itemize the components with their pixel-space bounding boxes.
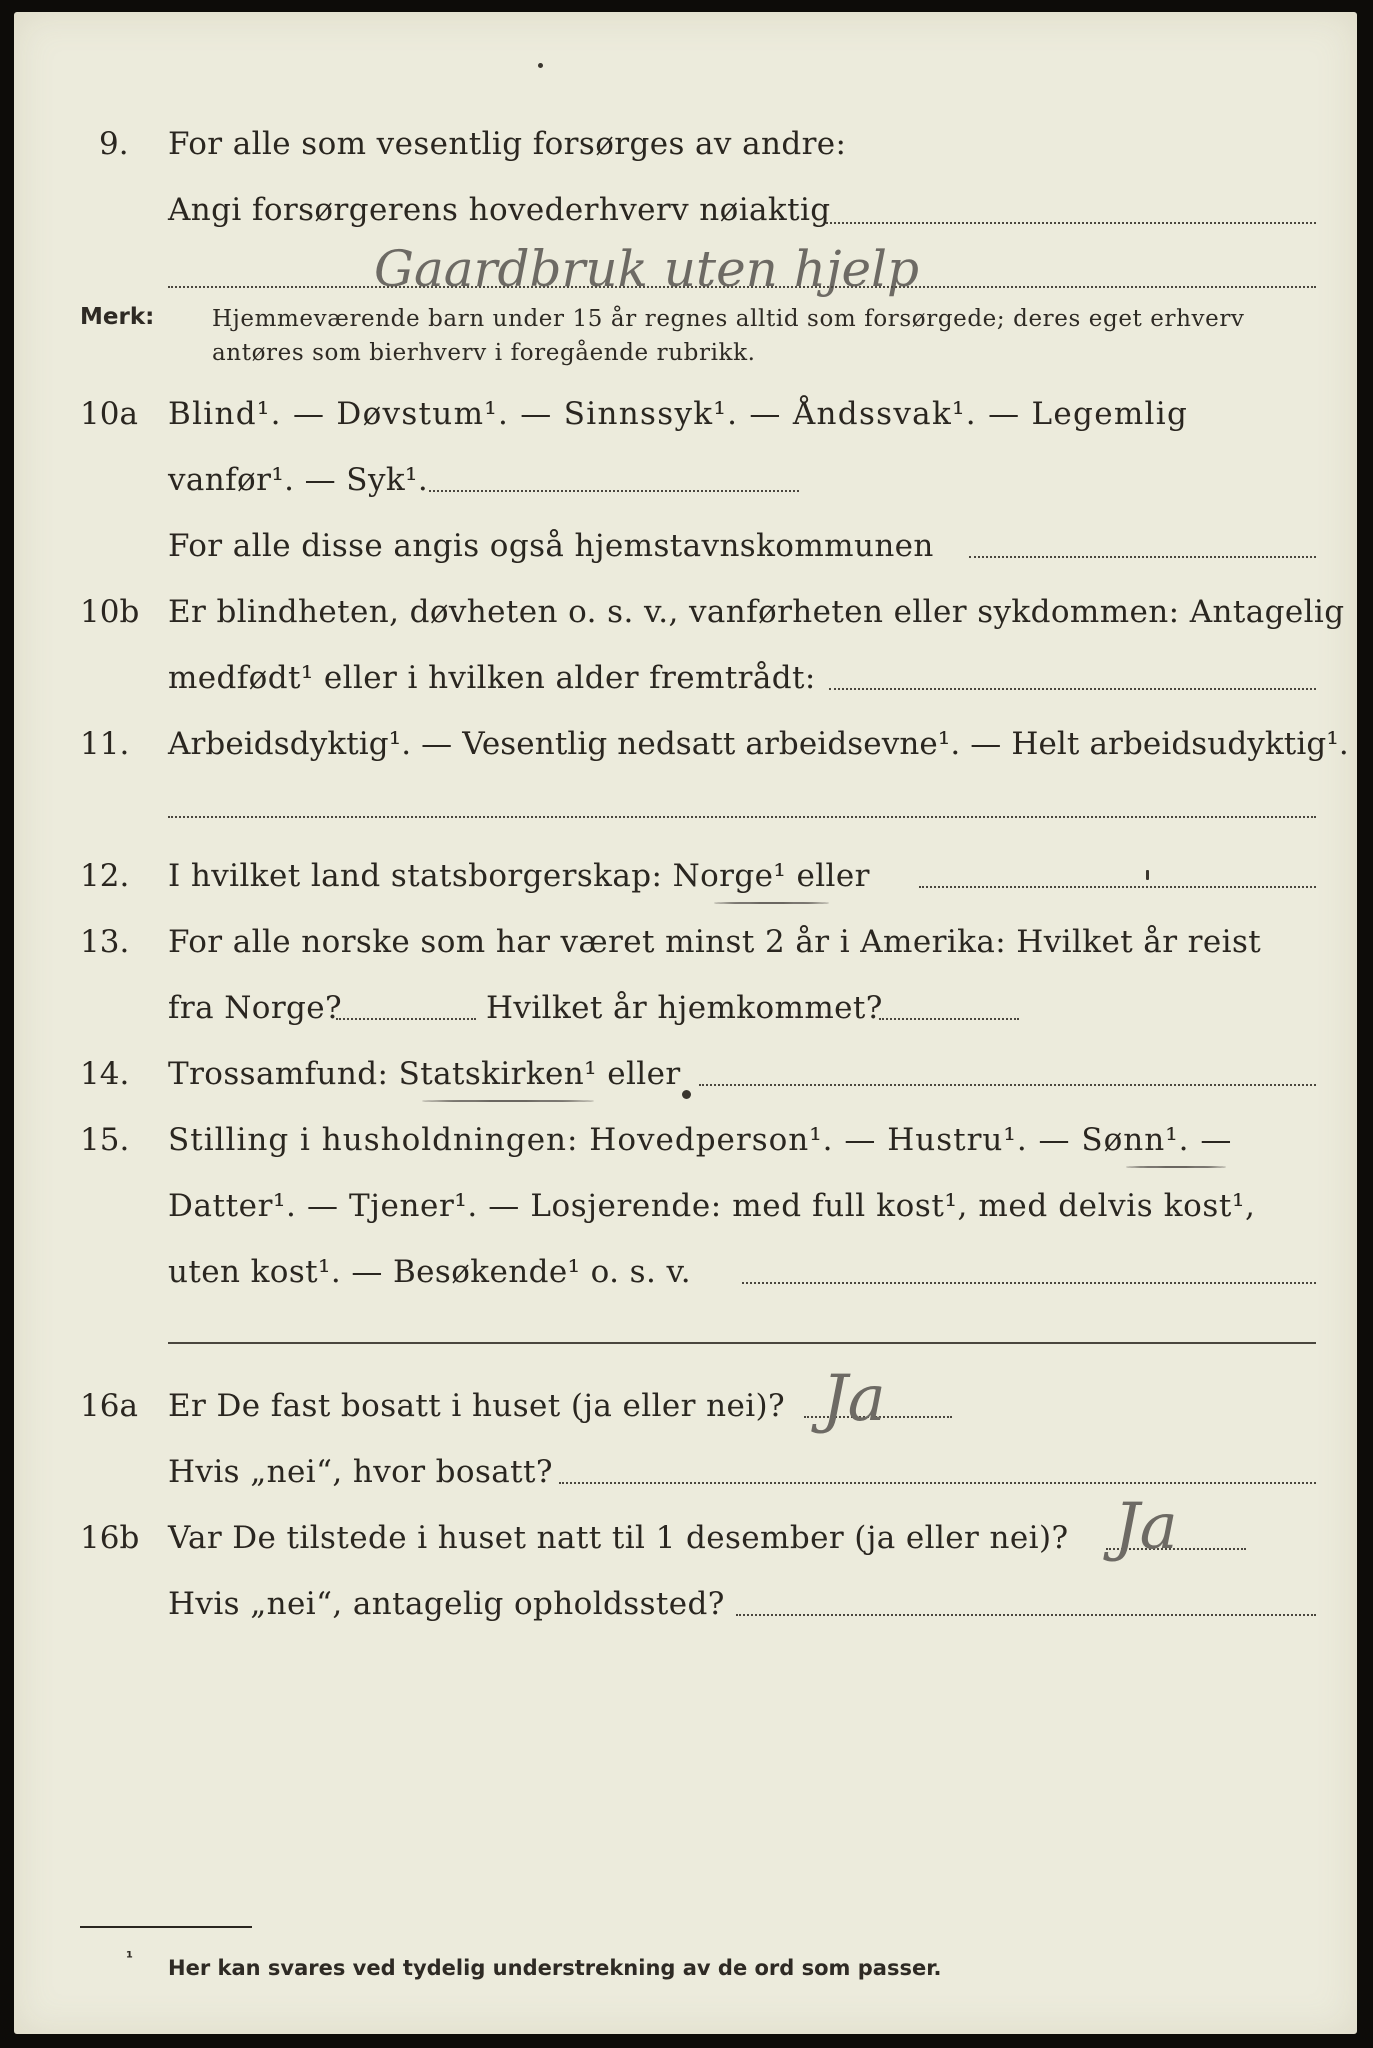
question-9-prompt: Angi forsørgerens hovederhverv nøiaktig xyxy=(168,192,831,228)
merk-note-line-2: antøres som bierhverv i foregående rubrikk. xyxy=(212,340,756,366)
question-11-number: 11. xyxy=(80,726,130,762)
answer-line xyxy=(879,1018,1019,1020)
question-14-text: Trossamfund: Statskirken¹ eller xyxy=(168,1056,681,1092)
answer-line xyxy=(168,286,1316,288)
question-16a-handwritten-answer: Ja xyxy=(822,1362,886,1436)
answer-line xyxy=(559,1482,1316,1484)
question-13-text: For alle norske som har været minst 2 år i Amerika: Hvilket år reist xyxy=(168,924,1262,960)
ink-speck xyxy=(1146,870,1149,880)
footnote-mark: ¹ xyxy=(126,1948,134,1967)
question-15-text-3: uten kost¹. — Besøkende¹ o. s. v. xyxy=(168,1254,691,1290)
answer-line xyxy=(829,688,1316,690)
question-15-text: Stilling i husholdningen: Hovedperson¹. — Hustru¹. — Sønn¹. — xyxy=(168,1122,1233,1158)
question-10a-number: 10a xyxy=(80,396,138,432)
question-9-number: 9. xyxy=(99,126,129,162)
answer-line xyxy=(168,816,1316,818)
question-15-number: 15. xyxy=(80,1122,130,1158)
question-16b-handwritten-answer: Ja xyxy=(1114,1490,1178,1564)
question-9-text: For alle som vesentlig forsørges av andre: xyxy=(168,126,847,162)
answer-line xyxy=(429,490,799,492)
norge-underline xyxy=(714,902,829,904)
question-13-text-2a: fra Norge? xyxy=(168,990,343,1026)
footnote-rule xyxy=(80,1926,252,1928)
question-10a-text-2: vanfør¹. — Syk¹. xyxy=(168,462,429,498)
question-10a-text-3: For alle disse angis også hjemstavnskommunen xyxy=(168,528,934,564)
merk-label: Merk: xyxy=(80,304,155,330)
question-13-number: 13. xyxy=(80,924,130,960)
question-16a-text: Er De fast bosatt i huset (ja eller nei)? xyxy=(168,1388,786,1424)
merk-note-line-1: Hjemmeværende barn under 15 år regnes alltid som forsørgede; deres eget erhverv xyxy=(212,306,1245,332)
question-16a-text-2: Hvis „nei“, hvor bosatt? xyxy=(168,1454,553,1490)
answer-line xyxy=(969,556,1316,558)
question-14-number: 14. xyxy=(80,1056,130,1092)
question-13-text-2b: Hvilket år hjemkommet? xyxy=(486,990,883,1026)
sonn-underline xyxy=(1126,1166,1226,1168)
question-10a-text: Blind¹. — Døvstum¹. — Sinnssyk¹. — Åndssvak¹. — Legemlig xyxy=(168,396,1189,432)
question-12-number: 12. xyxy=(80,858,130,894)
question-10b-number: 10b xyxy=(80,594,140,630)
ink-speck xyxy=(538,63,543,68)
question-10b-text: Er blindheten, døvheten o. s. v., vanførheten eller sykdommen: Antagelig xyxy=(168,594,1345,630)
answer-line xyxy=(736,1614,1316,1616)
question-15-text-2: Datter¹. — Tjener¹. — Losjerende: med full kost¹, med delvis kost¹, xyxy=(168,1188,1256,1224)
answer-line xyxy=(699,1084,1316,1086)
answer-line xyxy=(742,1282,1316,1284)
question-16b-text-2: Hvis „nei“, antagelig opholdssted? xyxy=(168,1586,725,1622)
answer-line xyxy=(168,1342,1316,1344)
ink-dot xyxy=(682,1090,691,1099)
question-16b-number: 16b xyxy=(80,1520,140,1556)
statskirken-underline xyxy=(422,1100,594,1102)
question-16a-number: 16a xyxy=(80,1388,138,1424)
census-form-page xyxy=(14,12,1357,2034)
question-9-handwritten-answer: Gaardbruk uten hjelp xyxy=(374,240,920,298)
question-16b-text: Var De tilstede i huset natt til 1 desember (ja eller nei)? xyxy=(168,1520,1069,1556)
answer-line xyxy=(919,886,1316,888)
answer-line xyxy=(826,222,1316,224)
answer-line xyxy=(336,1018,476,1020)
question-11-text: Arbeidsdyktig¹. — Vesentlig nedsatt arbeidsevne¹. — Helt arbeidsudyktig¹. xyxy=(168,726,1349,762)
question-10b-text-2: medfødt¹ eller i hvilken alder fremtrådt: xyxy=(168,660,816,696)
question-12-text: I hvilket land statsborgerskap: Norge¹ eller xyxy=(168,858,870,894)
footnote-text: Her kan svares ved tydelig understrekning av de ord som passer. xyxy=(168,1956,942,1980)
